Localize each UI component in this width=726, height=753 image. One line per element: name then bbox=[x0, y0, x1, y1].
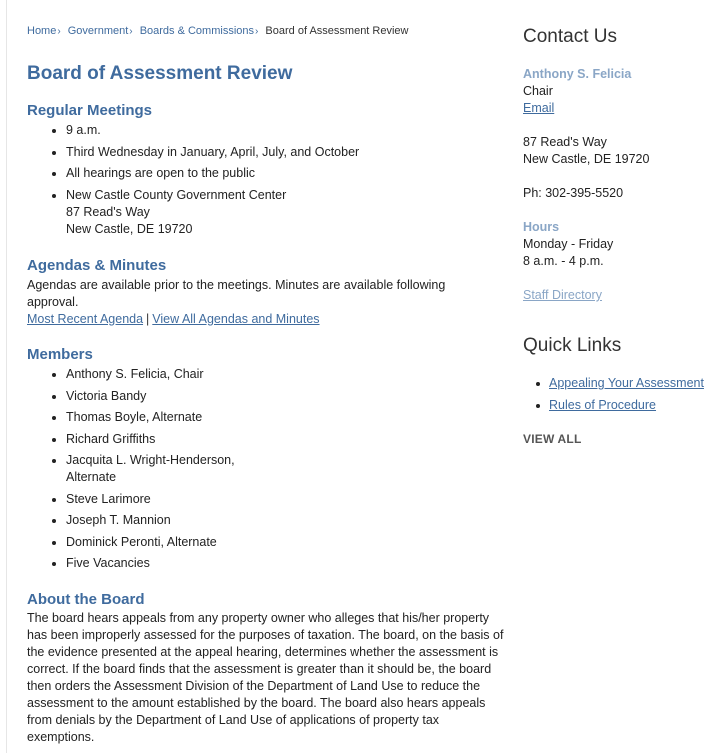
link-divider: | bbox=[146, 312, 150, 326]
page-title: Board of Assessment Review bbox=[27, 63, 293, 84]
list-item: Five Vacancies bbox=[27, 555, 256, 572]
contact-phone: Ph: 302-395-5520 bbox=[523, 186, 624, 200]
breadcrumb-separator: › bbox=[255, 26, 259, 37]
breadcrumb bbox=[27, 25, 409, 38]
breadcrumb-separator: › bbox=[57, 26, 61, 37]
list-item: Joseph T. Mannion bbox=[27, 512, 256, 529]
hours-label: Hours bbox=[523, 220, 560, 234]
list-item: Richard Griffiths bbox=[27, 431, 256, 448]
location-line: New Castle County Government Center bbox=[66, 187, 287, 202]
list-item: Anthony S. Felicia, Chair bbox=[27, 366, 256, 383]
location-line: New Castle, DE 19720 bbox=[66, 221, 193, 236]
breadcrumb-current: Board of Assessment Review bbox=[265, 25, 409, 37]
page-left-rule bbox=[6, 0, 7, 753]
quick-link-appealing-assessment[interactable]: Appealing Your Assessment bbox=[549, 376, 704, 390]
list-item: All hearings are open to the public bbox=[27, 165, 359, 182]
list-item: Steve Larimore bbox=[27, 491, 256, 508]
about-heading: About the Board bbox=[27, 591, 145, 608]
staff-directory-link[interactable]: Staff Directory bbox=[523, 288, 602, 302]
list-item: Jacquita L. Wright-Henderson, Alternate bbox=[27, 452, 256, 486]
breadcrumb-home[interactable]: Home bbox=[27, 25, 57, 37]
list-item: Dominick Peronti, Alternate bbox=[27, 534, 256, 551]
contact-role: Chair bbox=[523, 84, 553, 98]
list-item: Victoria Bandy bbox=[27, 388, 256, 405]
breadcrumb-government[interactable]: Government bbox=[67, 25, 129, 37]
list-item: Thomas Boyle, Alternate bbox=[27, 409, 256, 426]
contact-address-line: New Castle, DE 19720 bbox=[523, 152, 650, 166]
location-line: 87 Read's Way bbox=[66, 204, 150, 219]
meetings-list bbox=[27, 122, 359, 242]
hours-time: 8 a.m. - 4 p.m. bbox=[523, 254, 604, 268]
most-recent-agenda-link[interactable]: Most Recent Agenda bbox=[27, 312, 144, 326]
contact-heading: Contact Us bbox=[523, 26, 617, 47]
contact-name: Anthony S. Felicia bbox=[523, 67, 632, 81]
agendas-text: Agendas are available prior to the meetings. Minutes are available following approval. bbox=[27, 278, 446, 309]
quick-links-list bbox=[523, 375, 704, 419]
contact-address-line: 87 Read's Way bbox=[523, 135, 607, 149]
agendas-heading: Agendas & Minutes bbox=[27, 257, 167, 274]
list-item bbox=[523, 397, 704, 414]
quick-links-view-all[interactable]: VIEW ALL bbox=[523, 432, 582, 446]
list-item-location bbox=[27, 187, 359, 238]
list-item: 9 a.m. bbox=[27, 122, 359, 139]
members-list bbox=[27, 366, 256, 577]
list-item bbox=[523, 375, 704, 392]
breadcrumb-separator: › bbox=[129, 26, 133, 37]
quick-link-rules-of-procedure[interactable]: Rules of Procedure bbox=[549, 398, 657, 412]
meetings-heading: Regular Meetings bbox=[27, 102, 153, 119]
list-item: Third Wednesday in January, April, July, and October bbox=[27, 144, 359, 161]
agendas-links bbox=[27, 311, 320, 328]
quick-links-heading: Quick Links bbox=[523, 335, 622, 356]
members-heading: Members bbox=[27, 346, 93, 363]
view-all-agendas-link[interactable]: View All Agendas and Minutes bbox=[152, 312, 320, 326]
about-text: The board hears appeals from any property owner who alleges that his/her property has been improperly assessed for the purposes of taxation. The board, on the basis of the evidence presented at the appeal hearing, determines whether the assessment is correct. If the board finds that the assessment is greater than it should be, the board then orders the Assessment Division of the Department of Land Use to reduce the assessment to the amount established by the board. The board also hears appeals from denials by the Department of Land Use of applications of property tax exemptions. bbox=[27, 611, 504, 744]
breadcrumb-boards-commissions[interactable]: Boards & Commissions bbox=[139, 25, 255, 37]
contact-email-link[interactable]: Email bbox=[523, 101, 555, 115]
hours-days: Monday - Friday bbox=[523, 237, 614, 251]
